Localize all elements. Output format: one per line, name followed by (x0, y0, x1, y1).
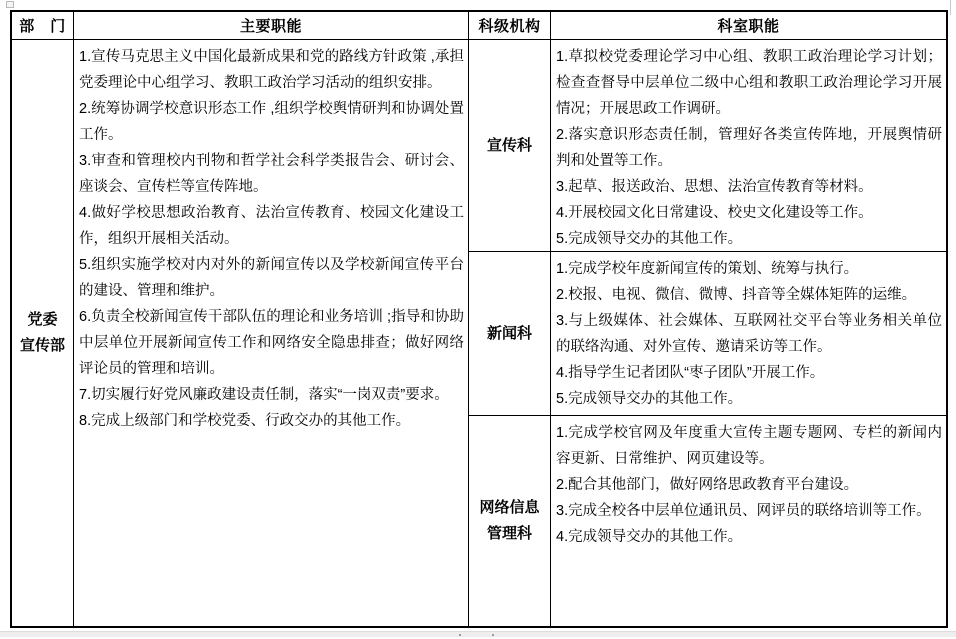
section-duty-item: 2.配合其他部门，做好网络思政教育平台建设。 (556, 477, 859, 493)
section-name-cell-network-info (469, 416, 551, 626)
main-function-item: 8.完成上级部门和学校党委、行政交办的其他工作。 (79, 413, 411, 429)
section-duty-item: 1.完成学校官网及年度重大宣传主题专题网、专栏的新闻内容更新、日常维护、网页建设等。 (556, 425, 942, 467)
section-duty-item: 3.完成全校各中层单位通讯员、网评员的联络培训等工作。 (556, 503, 931, 519)
header-section-functions-label: 科室职能 (717, 18, 780, 35)
section-name-cell-publicity (469, 40, 551, 252)
scrollbar-dot (492, 634, 494, 636)
section-duty-item: 2.落实意识形态责任制，管理好各类宣传阵地，开展舆情研判和处置等工作。 (556, 127, 942, 169)
section-duty-item: 4.指导学生记者团队“枣子团队”开展工作。 (556, 365, 825, 381)
section-duty-item: 3.起草、报送政治、思想、法治宣传教育等材料。 (556, 179, 873, 195)
section-name-cell-news (469, 252, 551, 416)
department-functions-table (10, 10, 948, 628)
section-duties-cell-news (551, 252, 946, 416)
section-duties-cell-publicity (551, 40, 946, 252)
department-name-line1: 党委 (27, 311, 58, 328)
main-function-item: 1.宣传马克思主义中国化最新成果和党的路线方针政策 ,承担党委理论中心组学习、教职工政治学习活动的组织安排。 (79, 49, 464, 91)
horizontal-scrollbar[interactable] (0, 631, 956, 637)
section-duty-item: 5.完成领导交办的其他工作。 (556, 231, 743, 247)
main-function-item: 2.统筹协调学校意识形态工作 ,组织学校舆情研判和协调处置工作。 (79, 101, 464, 143)
header-cell-department (12, 12, 74, 40)
header-cell-section-orgs (469, 12, 551, 40)
section-duties-cell-network-info (551, 416, 946, 626)
department-name-cell (12, 40, 74, 626)
section-duty-item: 4.完成领导交办的其他工作。 (556, 529, 743, 545)
table-move-handle[interactable] (6, 1, 14, 8)
page-edge-artifact (950, 0, 951, 15)
section-duty-item: 2.校报、电视、微信、微博、抖音等全媒体矩阵的运维。 (556, 287, 917, 303)
main-function-item: 3.审查和管理校内刊物和哲学社会科学类报告会、研讨会、座谈会、宣传栏等宣传阵地。 (79, 153, 464, 195)
header-cell-section-functions (551, 12, 946, 40)
section-duty-item: 5.完成领导交办的其他工作。 (556, 391, 743, 407)
section-duty-item: 1.草拟校党委理论学习中心组、教职工政治理论学习计划；检查查督导中层单位二级中心组和教职工政治理论学习开展情况；开展思政工作调研。 (556, 49, 942, 117)
main-function-item: 5.组织实施学校对内对外的新闻宣传以及学校新闻宣传平台的建设、管理和维护。 (79, 257, 464, 299)
section-name-line2: 管理科 (486, 525, 532, 542)
main-function-item: 6.负责全校新闻宣传干部队伍的理论和业务培训 ;指导和协助中层单位开展新闻宣传工作和网络安全隐患排查；做好网络评论员的管理和培训。 (79, 309, 464, 377)
header-main-functions-label: 主要职能 (239, 18, 302, 35)
scrollbar-dot (459, 634, 461, 636)
header-department-label: 部 门 (19, 18, 66, 35)
section-name-line1: 宣传科 (486, 136, 532, 154)
main-functions-cell (74, 40, 469, 626)
department-name-line2: 宣传部 (19, 337, 65, 354)
section-duty-item: 1.完成学校年度新闻宣传的策划、统筹与执行。 (556, 261, 859, 277)
section-duty-item: 3.与上级媒体、社会媒体、互联网社交平台等业务相关单位的联络沟通、对外宣传、邀请采访等工作。 (556, 313, 942, 355)
main-function-item: 7.切实履行好党风廉政建设责任制，落实“一岗双责”要求。 (79, 387, 449, 403)
section-name-line1: 网络信息 (479, 499, 540, 516)
header-cell-main-functions (74, 12, 469, 40)
main-function-item: 4.做好学校思想政治教育、法治宣传教育、校园文化建设工作，组织开展相关活动。 (79, 205, 464, 247)
header-section-orgs-label: 科级机构 (478, 18, 541, 35)
section-name-line1: 新闻科 (486, 324, 532, 342)
section-duty-item: 4.开展校园文化日常建设、校史文化建设等工作。 (556, 205, 873, 221)
